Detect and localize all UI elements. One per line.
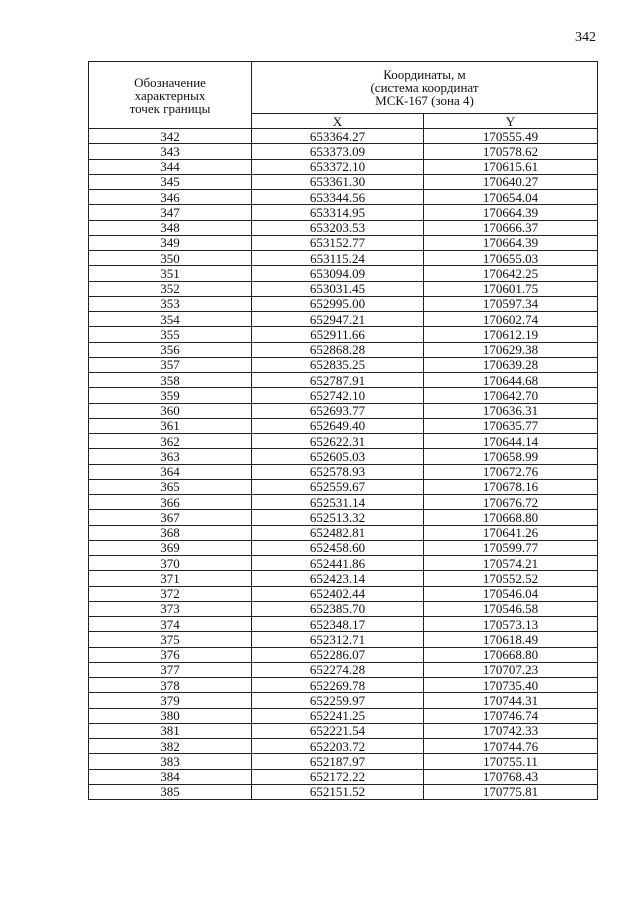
y-coordinate-cell: 170612.19 — [424, 327, 598, 342]
table-row — [89, 159, 598, 174]
point-number-cell: 380 — [89, 708, 252, 723]
y-coordinate-cell: 170615.61 — [424, 159, 598, 174]
point-number-cell: 347 — [89, 205, 252, 220]
table-row — [89, 190, 598, 205]
y-coordinate-cell: 170602.74 — [424, 312, 598, 327]
y-coordinate-cell: 170744.76 — [424, 739, 598, 754]
point-number-cell: 342 — [89, 129, 252, 144]
y-coordinate-cell: 170574.21 — [424, 556, 598, 571]
x-coordinate-cell: 652559.67 — [252, 479, 424, 494]
page-number: 342 — [575, 30, 596, 45]
table-row — [89, 662, 598, 677]
table-row — [89, 434, 598, 449]
table-row — [89, 251, 598, 266]
table-row — [89, 632, 598, 647]
y-coordinate-cell: 170678.16 — [424, 479, 598, 494]
y-coordinate-cell: 170744.31 — [424, 693, 598, 708]
x-coordinate-cell: 652441.86 — [252, 556, 424, 571]
table-row — [89, 266, 598, 281]
table-row — [89, 510, 598, 525]
point-number-cell: 349 — [89, 235, 252, 250]
y-coordinate-cell: 170555.49 — [424, 129, 598, 144]
point-number-cell: 384 — [89, 769, 252, 784]
x-coordinate-cell: 652458.60 — [252, 540, 424, 555]
table-row — [89, 296, 598, 311]
table-row — [89, 342, 598, 357]
header-coordinates-label: Координаты, м (система координат МСК-167 (зона 4) — [252, 62, 598, 114]
header-x: X — [252, 114, 424, 129]
x-coordinate-cell: 653361.30 — [252, 174, 424, 189]
y-coordinate-cell: 170742.33 — [424, 723, 598, 738]
table-row — [89, 205, 598, 220]
x-coordinate-cell: 652172.22 — [252, 769, 424, 784]
point-number-cell: 385 — [89, 784, 252, 799]
x-coordinate-cell: 653115.24 — [252, 251, 424, 266]
x-coordinate-cell: 652385.70 — [252, 601, 424, 616]
point-number-cell: 366 — [89, 495, 252, 510]
point-number-cell: 377 — [89, 662, 252, 677]
y-coordinate-cell: 170644.14 — [424, 434, 598, 449]
point-number-cell: 369 — [89, 540, 252, 555]
point-number-cell: 368 — [89, 525, 252, 540]
x-coordinate-cell: 652947.21 — [252, 312, 424, 327]
table-body — [89, 129, 598, 800]
y-coordinate-cell: 170668.80 — [424, 647, 598, 662]
table-row — [89, 388, 598, 403]
table-row — [89, 235, 598, 250]
x-coordinate-cell: 652835.25 — [252, 357, 424, 372]
table-row — [89, 281, 598, 296]
table-row — [89, 327, 598, 342]
y-coordinate-cell: 170597.34 — [424, 296, 598, 311]
x-coordinate-cell: 653031.45 — [252, 281, 424, 296]
y-coordinate-cell: 170672.76 — [424, 464, 598, 479]
y-coordinate-cell: 170666.37 — [424, 220, 598, 235]
point-number-cell: 383 — [89, 754, 252, 769]
y-coordinate-cell: 170578.62 — [424, 144, 598, 159]
point-number-cell: 357 — [89, 357, 252, 372]
point-number-cell: 351 — [89, 266, 252, 281]
point-number-cell: 345 — [89, 174, 252, 189]
x-coordinate-cell: 652348.17 — [252, 617, 424, 632]
y-coordinate-cell: 170601.75 — [424, 281, 598, 296]
point-number-cell: 371 — [89, 571, 252, 586]
x-coordinate-cell: 652911.66 — [252, 327, 424, 342]
point-number-cell: 367 — [89, 510, 252, 525]
point-number-cell: 361 — [89, 418, 252, 433]
y-coordinate-cell: 170668.80 — [424, 510, 598, 525]
table-row — [89, 754, 598, 769]
point-number-cell: 360 — [89, 403, 252, 418]
coordinates-table — [88, 61, 598, 800]
y-coordinate-cell: 170635.77 — [424, 418, 598, 433]
x-coordinate-cell: 652259.97 — [252, 693, 424, 708]
x-coordinate-cell: 653203.53 — [252, 220, 424, 235]
table-row — [89, 693, 598, 708]
x-coordinate-cell: 652221.54 — [252, 723, 424, 738]
header-y: Y — [424, 114, 598, 129]
y-coordinate-cell: 170654.04 — [424, 190, 598, 205]
x-coordinate-cell: 652269.78 — [252, 678, 424, 693]
table-row — [89, 617, 598, 632]
point-number-cell: 375 — [89, 632, 252, 647]
x-coordinate-cell: 652286.07 — [252, 647, 424, 662]
y-coordinate-cell: 170639.28 — [424, 357, 598, 372]
y-coordinate-cell: 170676.72 — [424, 495, 598, 510]
point-number-cell: 364 — [89, 464, 252, 479]
point-number-cell: 370 — [89, 556, 252, 571]
y-coordinate-cell: 170546.58 — [424, 601, 598, 616]
y-coordinate-cell: 170546.04 — [424, 586, 598, 601]
table-row — [89, 769, 598, 784]
y-coordinate-cell: 170640.27 — [424, 174, 598, 189]
table-row — [89, 723, 598, 738]
x-coordinate-cell: 652203.72 — [252, 739, 424, 754]
point-number-cell: 381 — [89, 723, 252, 738]
y-coordinate-cell: 170644.68 — [424, 373, 598, 388]
header-point-label: Обозначение характерных точек границы — [89, 62, 252, 129]
x-coordinate-cell: 653373.09 — [252, 144, 424, 159]
y-coordinate-cell: 170655.03 — [424, 251, 598, 266]
y-coordinate-cell: 170573.13 — [424, 617, 598, 632]
point-number-cell: 379 — [89, 693, 252, 708]
table-row — [89, 586, 598, 601]
x-coordinate-cell: 652187.97 — [252, 754, 424, 769]
x-coordinate-cell: 652274.28 — [252, 662, 424, 677]
table-row — [89, 708, 598, 723]
table-row — [89, 647, 598, 662]
point-number-cell: 353 — [89, 296, 252, 311]
table-row — [89, 464, 598, 479]
point-number-cell: 346 — [89, 190, 252, 205]
point-number-cell: 374 — [89, 617, 252, 632]
y-coordinate-cell: 170642.25 — [424, 266, 598, 281]
point-number-cell: 372 — [89, 586, 252, 601]
point-number-cell: 352 — [89, 281, 252, 296]
y-coordinate-cell: 170664.39 — [424, 235, 598, 250]
table-row — [89, 403, 598, 418]
y-coordinate-cell: 170707.23 — [424, 662, 598, 677]
x-coordinate-cell: 652241.25 — [252, 708, 424, 723]
point-number-cell: 378 — [89, 678, 252, 693]
point-number-cell: 362 — [89, 434, 252, 449]
x-coordinate-cell: 652482.81 — [252, 525, 424, 540]
table-row — [89, 418, 598, 433]
point-number-cell: 373 — [89, 601, 252, 616]
table-row — [89, 540, 598, 555]
table-row — [89, 373, 598, 388]
x-coordinate-cell: 652605.03 — [252, 449, 424, 464]
x-coordinate-cell: 652312.71 — [252, 632, 424, 647]
x-coordinate-cell: 652649.40 — [252, 418, 424, 433]
x-coordinate-cell: 652787.91 — [252, 373, 424, 388]
x-coordinate-cell: 652868.28 — [252, 342, 424, 357]
point-number-cell: 358 — [89, 373, 252, 388]
x-coordinate-cell: 653314.95 — [252, 205, 424, 220]
y-coordinate-cell: 170735.40 — [424, 678, 598, 693]
x-coordinate-cell: 653344.56 — [252, 190, 424, 205]
point-number-cell: 356 — [89, 342, 252, 357]
y-coordinate-cell: 170658.99 — [424, 449, 598, 464]
table-row — [89, 784, 598, 799]
point-number-cell: 382 — [89, 739, 252, 754]
table-row — [89, 357, 598, 372]
table-row — [89, 556, 598, 571]
y-coordinate-cell: 170755.11 — [424, 754, 598, 769]
y-coordinate-cell: 170618.49 — [424, 632, 598, 647]
point-number-cell: 359 — [89, 388, 252, 403]
y-coordinate-cell: 170636.31 — [424, 403, 598, 418]
x-coordinate-cell: 652742.10 — [252, 388, 424, 403]
x-coordinate-cell: 652995.00 — [252, 296, 424, 311]
x-coordinate-cell: 652622.31 — [252, 434, 424, 449]
table-row — [89, 495, 598, 510]
x-coordinate-cell: 652402.44 — [252, 586, 424, 601]
point-number-cell: 363 — [89, 449, 252, 464]
point-number-cell: 348 — [89, 220, 252, 235]
x-coordinate-cell: 652513.32 — [252, 510, 424, 525]
x-coordinate-cell: 652423.14 — [252, 571, 424, 586]
y-coordinate-cell: 170768.43 — [424, 769, 598, 784]
y-coordinate-cell: 170664.39 — [424, 205, 598, 220]
y-coordinate-cell: 170775.81 — [424, 784, 598, 799]
x-coordinate-cell: 652693.77 — [252, 403, 424, 418]
table-row — [89, 678, 598, 693]
table-row — [89, 129, 598, 144]
point-number-cell: 355 — [89, 327, 252, 342]
table-row — [89, 144, 598, 159]
x-coordinate-cell: 653372.10 — [252, 159, 424, 174]
y-coordinate-cell: 170641.26 — [424, 525, 598, 540]
y-coordinate-cell: 170642.70 — [424, 388, 598, 403]
table-row — [89, 312, 598, 327]
y-coordinate-cell: 170746.74 — [424, 708, 598, 723]
x-coordinate-cell: 652578.93 — [252, 464, 424, 479]
table-row — [89, 479, 598, 494]
point-number-cell: 344 — [89, 159, 252, 174]
y-coordinate-cell: 170552.52 — [424, 571, 598, 586]
point-number-cell: 365 — [89, 479, 252, 494]
table-row — [89, 739, 598, 754]
point-number-cell: 343 — [89, 144, 252, 159]
table-row — [89, 174, 598, 189]
table-row — [89, 525, 598, 540]
point-number-cell: 354 — [89, 312, 252, 327]
point-number-cell: 376 — [89, 647, 252, 662]
table-row — [89, 449, 598, 464]
table-row — [89, 220, 598, 235]
y-coordinate-cell: 170599.77 — [424, 540, 598, 555]
x-coordinate-cell: 652151.52 — [252, 784, 424, 799]
point-number-cell: 350 — [89, 251, 252, 266]
table-row — [89, 601, 598, 616]
x-coordinate-cell: 653094.09 — [252, 266, 424, 281]
table-row — [89, 571, 598, 586]
x-coordinate-cell: 652531.14 — [252, 495, 424, 510]
x-coordinate-cell: 653152.77 — [252, 235, 424, 250]
y-coordinate-cell: 170629.38 — [424, 342, 598, 357]
x-coordinate-cell: 653364.27 — [252, 129, 424, 144]
